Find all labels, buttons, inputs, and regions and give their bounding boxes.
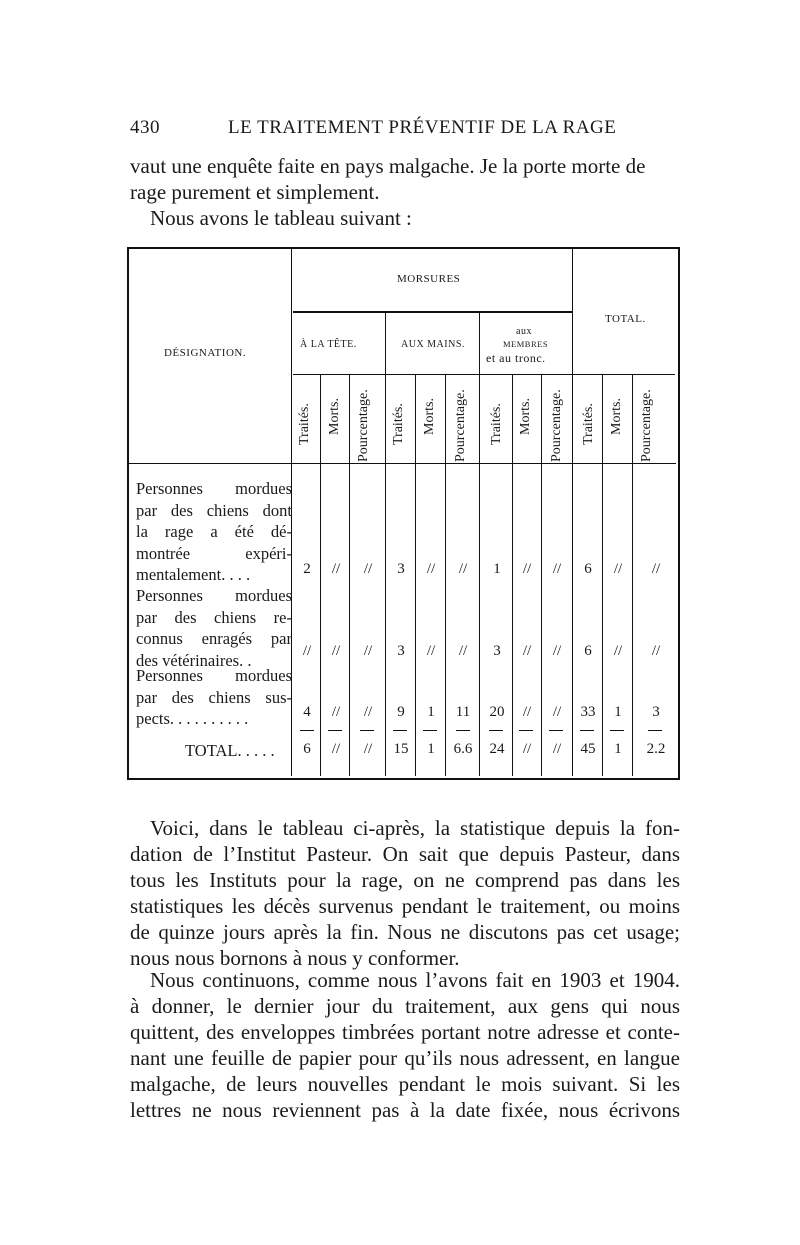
text-line: à donner, le dernier jour du traitement, aux gens qui nous bbox=[130, 994, 680, 1018]
dash bbox=[300, 730, 314, 731]
table-cell: // bbox=[363, 643, 373, 659]
table-cell: 9 bbox=[397, 704, 405, 720]
total-row-label bbox=[185, 740, 285, 762]
header-rule bbox=[129, 463, 676, 464]
designation-header: DÉSIGNATION. bbox=[164, 347, 247, 359]
table-cell: // bbox=[302, 643, 312, 659]
col-traites: Traités. bbox=[581, 403, 596, 445]
dash bbox=[549, 730, 563, 731]
table-cell: 6.6 bbox=[453, 741, 473, 757]
table-cell: 2.2 bbox=[646, 741, 666, 757]
col-pourcentage: Pourcentage. bbox=[453, 389, 468, 462]
row-label bbox=[136, 665, 292, 730]
table-divider bbox=[572, 249, 573, 776]
table-cell: 3 bbox=[493, 643, 501, 659]
row-label-line: par des chiens sus- bbox=[136, 687, 292, 707]
table-cell: // bbox=[458, 561, 468, 577]
text-line: rage purement et simplement. bbox=[130, 180, 380, 204]
table-cell: 33 bbox=[580, 704, 596, 720]
text-line: quittent, des enveloppes timbrées portant notre adresse et conte- bbox=[130, 1020, 680, 1044]
running-title: LE TRAITEMENT PRÉVENTIF DE LA RAGE bbox=[228, 117, 617, 138]
dash bbox=[360, 730, 374, 731]
table-cell: 3 bbox=[397, 561, 405, 577]
row-label-line: pects. . . . . . . . . . bbox=[136, 709, 249, 728]
group-header-tete: À LA TÊTE. bbox=[300, 339, 357, 350]
text-line: nous nous bornons à nous y conformer. bbox=[130, 946, 460, 970]
table-cell: // bbox=[331, 561, 341, 577]
table-divider bbox=[602, 375, 603, 776]
statistics-table bbox=[127, 247, 678, 778]
subheader-brace bbox=[293, 374, 675, 375]
text-line: tous les Instituts pour la rage, on ne comprend pas dans les bbox=[130, 868, 680, 892]
table-cell: 4 bbox=[303, 704, 311, 720]
text-line: Voici, dans le tableau ci-après, la statistique depuis la fon- bbox=[150, 816, 680, 840]
group-header-membres-3: et au tronc. bbox=[486, 351, 546, 365]
dash bbox=[648, 730, 662, 731]
row-label-line: Personnes mordues bbox=[136, 586, 292, 605]
morsures-brace bbox=[293, 311, 572, 313]
table-cell: // bbox=[552, 643, 562, 659]
text-line: Nous continuons, comme nous l’avons fait en 1903 et 1904. bbox=[150, 968, 680, 992]
text-line: nant une feuille de papier pour qu’ils nous adressent, en langue bbox=[130, 1046, 680, 1070]
row-label bbox=[136, 478, 292, 586]
table-cell: 20 bbox=[489, 704, 505, 720]
table-cell: 1 bbox=[614, 704, 622, 720]
row-label-line: Personnes mordues bbox=[136, 666, 292, 685]
table-cell: // bbox=[363, 704, 373, 720]
dash bbox=[393, 730, 407, 731]
dash bbox=[328, 730, 342, 731]
dash bbox=[489, 730, 503, 731]
group-header-membres-2: MEMBRES bbox=[503, 339, 549, 349]
col-morts: Morts. bbox=[422, 398, 437, 435]
table-cell: 2 bbox=[303, 561, 311, 577]
table-divider bbox=[632, 375, 633, 776]
table-cell: // bbox=[426, 561, 436, 577]
body-paragraph-2 bbox=[130, 967, 680, 1123]
row-label-line: TOTAL. . . . . bbox=[185, 741, 275, 760]
table-cell: 6 bbox=[303, 741, 311, 757]
table-divider bbox=[479, 312, 480, 776]
morsures-header: MORSURES bbox=[397, 273, 461, 285]
col-morts: Morts. bbox=[327, 398, 342, 435]
table-cell: 45 bbox=[580, 741, 596, 757]
row-label-line: par des chiens dont bbox=[136, 500, 292, 520]
group-header-membres-1: aux bbox=[516, 326, 532, 337]
table-cell: // bbox=[522, 741, 532, 757]
table-cell: // bbox=[363, 741, 373, 757]
col-pourcentage: Pourcentage. bbox=[356, 389, 371, 462]
text-line: lettres ne nous reviennent pas à la date fixée, nous écrivons bbox=[130, 1098, 680, 1122]
table-cell: // bbox=[522, 643, 532, 659]
table-cell: 3 bbox=[397, 643, 405, 659]
table-cell: // bbox=[363, 561, 373, 577]
row-label-line: montrée expéri- bbox=[136, 543, 292, 563]
row-label-line: mentalement. . . . bbox=[136, 565, 251, 584]
text-line: statistiques les décès survenus pendant le traitement, ou moins bbox=[130, 894, 680, 918]
table-cell: 11 bbox=[455, 704, 471, 720]
table-cell: // bbox=[331, 704, 341, 720]
table-cell: 1 bbox=[493, 561, 501, 577]
body-paragraph-1 bbox=[130, 815, 680, 971]
table-divider bbox=[385, 312, 386, 776]
table-cell: // bbox=[522, 561, 532, 577]
table-cell: // bbox=[458, 643, 468, 659]
table-cell: // bbox=[651, 561, 661, 577]
row-label-line: connus enragés par bbox=[136, 629, 292, 648]
table-cell: // bbox=[426, 643, 436, 659]
table-cell: // bbox=[331, 643, 341, 659]
text-line: Nous avons le tableau suivant : bbox=[150, 206, 412, 230]
table-divider bbox=[541, 375, 542, 776]
table-cell: 6 bbox=[584, 643, 592, 659]
row-label-line: par des chiens re- bbox=[136, 607, 292, 627]
col-morts: Morts. bbox=[518, 398, 533, 435]
table-cell: // bbox=[331, 741, 341, 757]
text-line: de quinze jours après la fin. Nous ne discutons pas cet usage; bbox=[130, 920, 680, 944]
text-line: vaut une enquête faite en pays malgache. Je la porte morte de bbox=[130, 154, 646, 178]
table-cell: // bbox=[552, 704, 562, 720]
col-morts: Morts. bbox=[609, 398, 624, 435]
col-pourcentage: Pourcentage. bbox=[549, 389, 564, 462]
table-cell: 1 bbox=[427, 704, 435, 720]
table-cell: 6 bbox=[584, 561, 592, 577]
text-line: dation de l’Institut Pasteur. On sait que depuis Pasteur, dans bbox=[130, 842, 680, 866]
table-cell: // bbox=[613, 643, 623, 659]
table-cell: 1 bbox=[614, 741, 622, 757]
col-traites: Traités. bbox=[391, 403, 406, 445]
dash bbox=[456, 730, 470, 731]
dash bbox=[580, 730, 594, 731]
table-cell: 24 bbox=[489, 741, 505, 757]
table-cell: // bbox=[613, 561, 623, 577]
col-pourcentage: Pourcentage. bbox=[639, 389, 654, 462]
table-cell: // bbox=[651, 643, 661, 659]
table-divider bbox=[415, 375, 416, 776]
table-cell: 15 bbox=[393, 741, 409, 757]
dash bbox=[423, 730, 437, 731]
table-cell: 1 bbox=[427, 741, 435, 757]
dash bbox=[610, 730, 624, 731]
dash bbox=[519, 730, 533, 731]
text-line: malgache, de leurs nouvelles pendant le mois suivant. Si les bbox=[130, 1072, 680, 1096]
total-header: TOTAL. bbox=[605, 313, 646, 325]
table-cell: // bbox=[522, 704, 532, 720]
row-label-line: la rage a été dé- bbox=[136, 522, 292, 541]
row-label bbox=[136, 585, 292, 671]
table-divider bbox=[445, 375, 446, 776]
page-number: 430 bbox=[130, 117, 160, 138]
col-traites: Traités. bbox=[489, 403, 504, 445]
row-label-line: des vétérinaires. . bbox=[136, 650, 252, 670]
table-cell: // bbox=[552, 741, 562, 757]
col-traites: Traités. bbox=[297, 403, 312, 445]
table-cell: 3 bbox=[652, 704, 660, 720]
intro-paragraph bbox=[130, 153, 680, 231]
row-label-line: Personnes mordues bbox=[136, 479, 292, 498]
table-cell: // bbox=[552, 561, 562, 577]
group-header-mains: AUX MAINS. bbox=[401, 339, 465, 350]
